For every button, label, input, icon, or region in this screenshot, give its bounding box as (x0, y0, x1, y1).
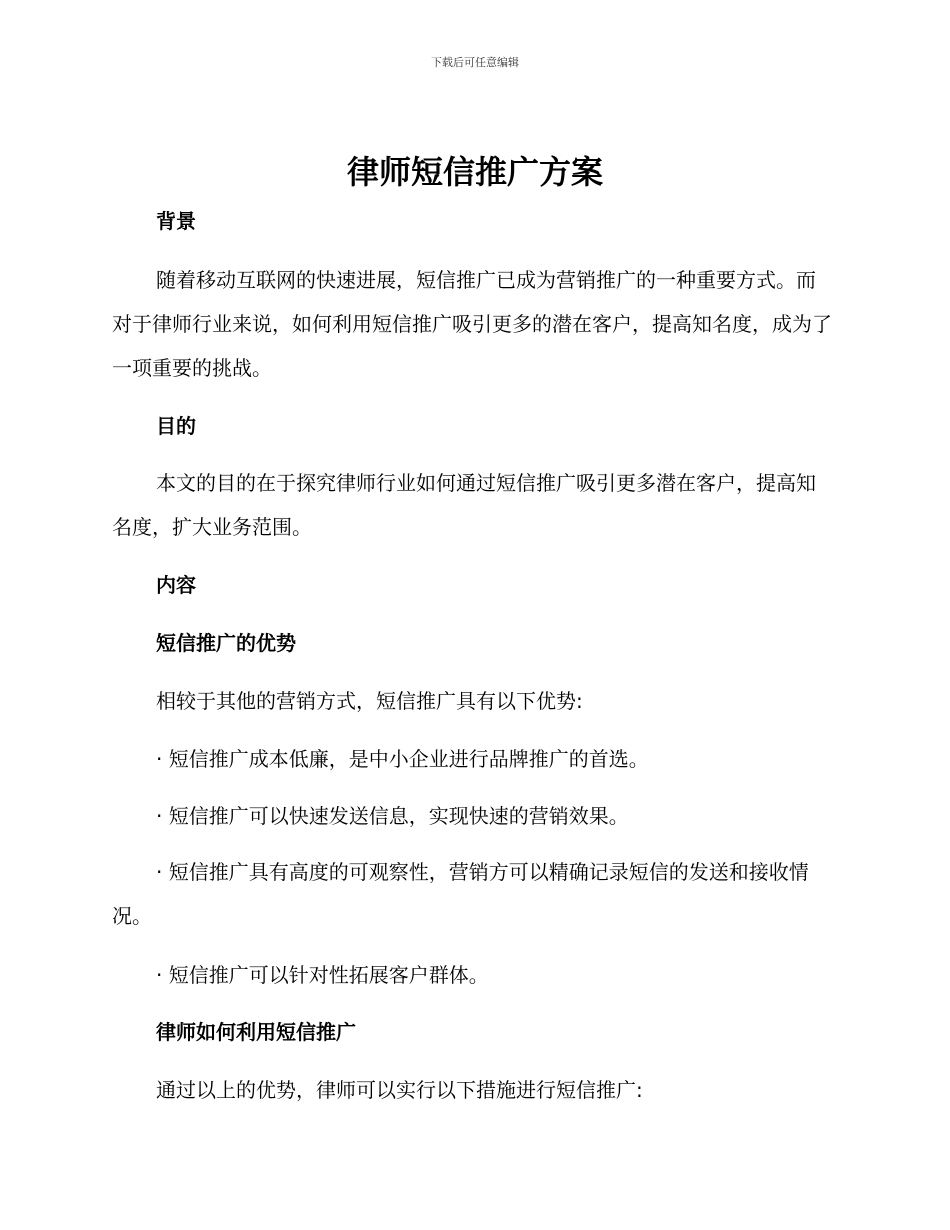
section-heading-purpose: 目的 (156, 414, 196, 438)
subsection-heading-how-to: 律师如何利用短信推广 (156, 1020, 356, 1044)
advantage-bullet-3: · 短信推广具有高度的可观察性，营销方可以精确记录短信的发送和接收情况。 (112, 860, 809, 928)
purpose-paragraph: 本文的目的在于探究律师行业如何通过短信推广吸引更多潜在客户，提高知名度，扩大业务范围。 (112, 471, 816, 539)
section-heading-background: 背景 (156, 209, 196, 233)
how-to-intro: 通过以上的优势，律师可以实行以下措施进行短信推广: (156, 1078, 643, 1102)
section-heading-content: 内容 (156, 573, 196, 597)
advantage-bullet-4: · 短信推广可以针对性拓展客户群体。 (156, 963, 489, 987)
document-title: 律师短信推广方案 (346, 153, 603, 191)
advantage-bullet-1: · 短信推广成本低廉，是中小企业进行品牌推广的首选。 (156, 747, 649, 771)
subsection-heading-advantages: 短信推广的优势 (156, 631, 296, 655)
advantages-intro: 相较于其他的营销方式，短信推广具有以下优势: (156, 689, 583, 713)
header-note: 下载后可任意编辑 (431, 56, 519, 69)
advantage-bullet-2: · 短信推广可以快速发送信息，实现快速的营销效果。 (156, 804, 629, 828)
background-paragraph: 随着移动互联网的快速进展，短信推广已成为营销推广的一种重要方式。而对于律师行业来说，如何利用短信推广吸引更多的潜在客户，提高知名度，成为了一项重要的挑战。 (112, 268, 832, 380)
